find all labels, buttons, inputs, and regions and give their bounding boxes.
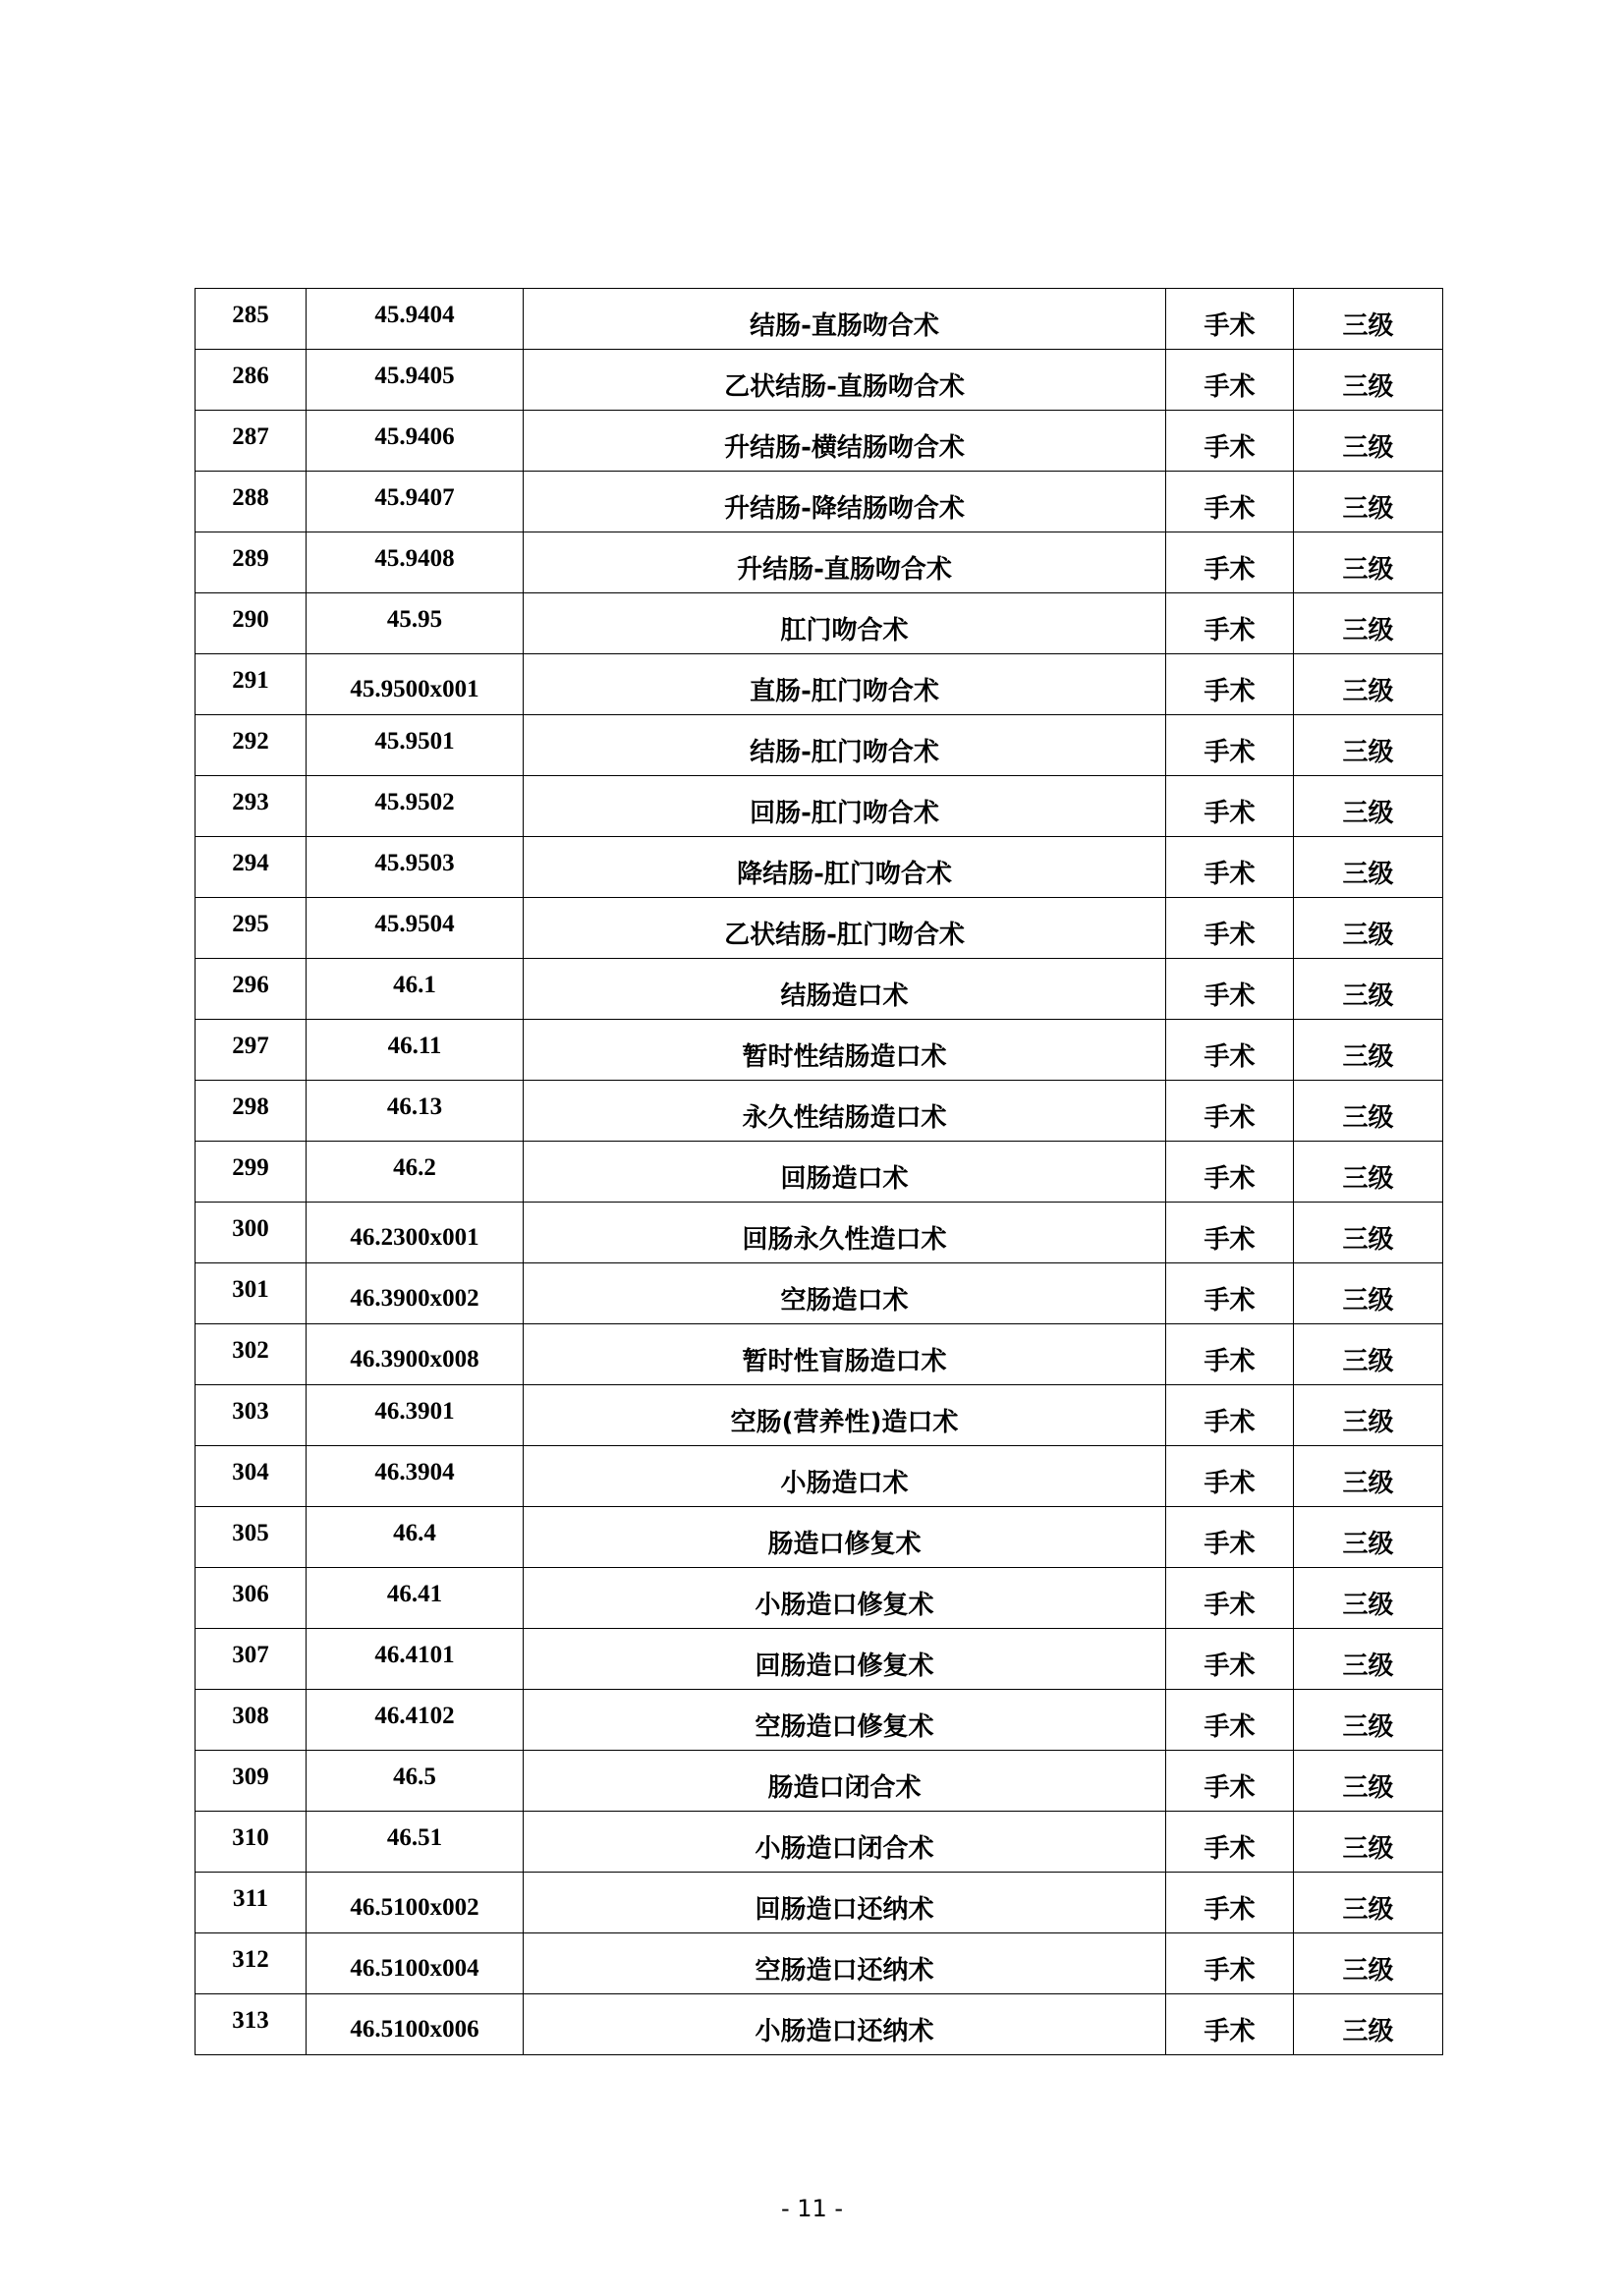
procedure-name-cell: 小肠造口修复术 bbox=[524, 1568, 1166, 1629]
level-cell: 三级 bbox=[1294, 289, 1443, 350]
procedure-code-cell: 46.51 bbox=[307, 1812, 524, 1873]
category-cell: 手术 bbox=[1166, 289, 1294, 350]
row-number-cell: 300 bbox=[196, 1203, 307, 1263]
level-cell: 三级 bbox=[1294, 898, 1443, 959]
procedure-name-cell: 回肠永久性造口术 bbox=[524, 1203, 1166, 1263]
category-cell: 手术 bbox=[1166, 1933, 1294, 1994]
level-cell: 三级 bbox=[1294, 1751, 1443, 1812]
table-row bbox=[196, 1629, 1443, 1690]
procedure-name-cell: 空肠造口修复术 bbox=[524, 1690, 1166, 1751]
table-row bbox=[196, 1263, 1443, 1324]
procedure-code-cell: 46.3900x002 bbox=[307, 1263, 524, 1324]
table-row bbox=[196, 411, 1443, 472]
row-number-cell: 309 bbox=[196, 1751, 307, 1812]
procedure-name-cell: 结肠造口术 bbox=[524, 959, 1166, 1020]
category-cell: 手术 bbox=[1166, 350, 1294, 411]
procedure-code-cell: 45.95 bbox=[307, 593, 524, 654]
procedure-code-cell: 45.9408 bbox=[307, 532, 524, 593]
category-cell: 手术 bbox=[1166, 1568, 1294, 1629]
category-cell: 手术 bbox=[1166, 654, 1294, 715]
table-row bbox=[196, 1568, 1443, 1629]
level-cell: 三级 bbox=[1294, 1142, 1443, 1203]
page-number: - 11 - bbox=[780, 2195, 844, 2222]
category-cell: 手术 bbox=[1166, 715, 1294, 776]
procedure-code-cell: 46.4101 bbox=[307, 1629, 524, 1690]
procedure-name-cell: 升结肠-降结肠吻合术 bbox=[524, 472, 1166, 532]
procedure-code-cell: 46.13 bbox=[307, 1081, 524, 1142]
row-number-cell: 313 bbox=[196, 1994, 307, 2055]
row-number-cell: 292 bbox=[196, 715, 307, 776]
procedure-name-cell: 升结肠-直肠吻合术 bbox=[524, 532, 1166, 593]
procedure-code-cell: 46.5100x004 bbox=[307, 1933, 524, 1994]
procedure-name-cell: 回肠造口修复术 bbox=[524, 1629, 1166, 1690]
procedure-name-cell: 降结肠-肛门吻合术 bbox=[524, 837, 1166, 898]
procedure-code-cell: 45.9500x001 bbox=[307, 654, 524, 715]
level-cell: 三级 bbox=[1294, 837, 1443, 898]
procedure-code-cell: 45.9501 bbox=[307, 715, 524, 776]
category-cell: 手术 bbox=[1166, 1873, 1294, 1933]
row-number-cell: 286 bbox=[196, 350, 307, 411]
table-row bbox=[196, 1081, 1443, 1142]
table-row bbox=[196, 1751, 1443, 1812]
row-number-cell: 298 bbox=[196, 1081, 307, 1142]
procedure-code-cell: 46.5 bbox=[307, 1751, 524, 1812]
table-row bbox=[196, 959, 1443, 1020]
row-number-cell: 311 bbox=[196, 1873, 307, 1933]
level-cell: 三级 bbox=[1294, 1263, 1443, 1324]
table-row bbox=[196, 1507, 1443, 1568]
category-cell: 手术 bbox=[1166, 1751, 1294, 1812]
level-cell: 三级 bbox=[1294, 1324, 1443, 1385]
table-row bbox=[196, 715, 1443, 776]
level-cell: 三级 bbox=[1294, 715, 1443, 776]
procedure-table-body bbox=[196, 289, 1443, 2055]
procedure-code-cell: 46.3900x008 bbox=[307, 1324, 524, 1385]
level-cell: 三级 bbox=[1294, 1446, 1443, 1507]
table-row bbox=[196, 1020, 1443, 1081]
procedure-code-cell: 46.3901 bbox=[307, 1385, 524, 1446]
table-row bbox=[196, 593, 1443, 654]
category-cell: 手术 bbox=[1166, 1142, 1294, 1203]
procedure-name-cell: 小肠造口还纳术 bbox=[524, 1994, 1166, 2055]
category-cell: 手术 bbox=[1166, 1263, 1294, 1324]
category-cell: 手术 bbox=[1166, 1020, 1294, 1081]
row-number-cell: 297 bbox=[196, 1020, 307, 1081]
table-row bbox=[196, 654, 1443, 715]
level-cell: 三级 bbox=[1294, 1690, 1443, 1751]
procedure-name-cell: 永久性结肠造口术 bbox=[524, 1081, 1166, 1142]
row-number-cell: 308 bbox=[196, 1690, 307, 1751]
category-cell: 手术 bbox=[1166, 837, 1294, 898]
procedure-name-cell: 结肠-肛门吻合术 bbox=[524, 715, 1166, 776]
row-number-cell: 291 bbox=[196, 654, 307, 715]
category-cell: 手术 bbox=[1166, 472, 1294, 532]
procedure-code-cell: 45.9503 bbox=[307, 837, 524, 898]
row-number-cell: 285 bbox=[196, 289, 307, 350]
level-cell: 三级 bbox=[1294, 1568, 1443, 1629]
row-number-cell: 296 bbox=[196, 959, 307, 1020]
category-cell: 手术 bbox=[1166, 1812, 1294, 1873]
table-row bbox=[196, 1324, 1443, 1385]
row-number-cell: 305 bbox=[196, 1507, 307, 1568]
level-cell: 三级 bbox=[1294, 1933, 1443, 1994]
row-number-cell: 289 bbox=[196, 532, 307, 593]
table-row bbox=[196, 776, 1443, 837]
procedure-name-cell: 升结肠-横结肠吻合术 bbox=[524, 411, 1166, 472]
table-row bbox=[196, 289, 1443, 350]
level-cell: 三级 bbox=[1294, 411, 1443, 472]
level-cell: 三级 bbox=[1294, 1203, 1443, 1263]
level-cell: 三级 bbox=[1294, 1385, 1443, 1446]
procedure-name-cell: 结肠-直肠吻合术 bbox=[524, 289, 1166, 350]
level-cell: 三级 bbox=[1294, 350, 1443, 411]
category-cell: 手术 bbox=[1166, 1994, 1294, 2055]
procedure-code-cell: 46.1 bbox=[307, 959, 524, 1020]
procedure-name-cell: 回肠造口还纳术 bbox=[524, 1873, 1166, 1933]
category-cell: 手术 bbox=[1166, 1507, 1294, 1568]
category-cell: 手术 bbox=[1166, 959, 1294, 1020]
table-row bbox=[196, 1933, 1443, 1994]
procedure-code-cell: 45.9404 bbox=[307, 289, 524, 350]
procedure-code-cell: 46.11 bbox=[307, 1020, 524, 1081]
level-cell: 三级 bbox=[1294, 1020, 1443, 1081]
procedure-name-cell: 小肠造口闭合术 bbox=[524, 1812, 1166, 1873]
level-cell: 三级 bbox=[1294, 1081, 1443, 1142]
row-number-cell: 310 bbox=[196, 1812, 307, 1873]
table-row bbox=[196, 1203, 1443, 1263]
procedure-name-cell: 乙状结肠-直肠吻合术 bbox=[524, 350, 1166, 411]
category-cell: 手术 bbox=[1166, 1629, 1294, 1690]
procedure-name-cell: 肛门吻合术 bbox=[524, 593, 1166, 654]
procedure-code-cell: 46.5100x002 bbox=[307, 1873, 524, 1933]
row-number-cell: 290 bbox=[196, 593, 307, 654]
row-number-cell: 312 bbox=[196, 1933, 307, 1994]
procedure-name-cell: 暂时性盲肠造口术 bbox=[524, 1324, 1166, 1385]
level-cell: 三级 bbox=[1294, 593, 1443, 654]
table-row bbox=[196, 1812, 1443, 1873]
row-number-cell: 304 bbox=[196, 1446, 307, 1507]
procedure-name-cell: 直肠-肛门吻合术 bbox=[524, 654, 1166, 715]
procedure-name-cell: 乙状结肠-肛门吻合术 bbox=[524, 898, 1166, 959]
level-cell: 三级 bbox=[1294, 1629, 1443, 1690]
category-cell: 手术 bbox=[1166, 1690, 1294, 1751]
level-cell: 三级 bbox=[1294, 1507, 1443, 1568]
procedure-code-cell: 45.9407 bbox=[307, 472, 524, 532]
row-number-cell: 299 bbox=[196, 1142, 307, 1203]
row-number-cell: 302 bbox=[196, 1324, 307, 1385]
table-row bbox=[196, 1142, 1443, 1203]
category-cell: 手术 bbox=[1166, 1081, 1294, 1142]
row-number-cell: 306 bbox=[196, 1568, 307, 1629]
procedure-name-cell: 空肠造口还纳术 bbox=[524, 1933, 1166, 1994]
row-number-cell: 287 bbox=[196, 411, 307, 472]
table-row bbox=[196, 898, 1443, 959]
procedure-code-cell: 45.9504 bbox=[307, 898, 524, 959]
category-cell: 手术 bbox=[1166, 898, 1294, 959]
category-cell: 手术 bbox=[1166, 776, 1294, 837]
procedure-name-cell: 肠造口修复术 bbox=[524, 1507, 1166, 1568]
category-cell: 手术 bbox=[1166, 1446, 1294, 1507]
procedure-code-cell: 46.4102 bbox=[307, 1690, 524, 1751]
table-row bbox=[196, 837, 1443, 898]
category-cell: 手术 bbox=[1166, 1324, 1294, 1385]
category-cell: 手术 bbox=[1166, 593, 1294, 654]
procedure-name-cell: 回肠-肛门吻合术 bbox=[524, 776, 1166, 837]
procedure-code-cell: 45.9502 bbox=[307, 776, 524, 837]
procedure-code-cell: 45.9405 bbox=[307, 350, 524, 411]
procedure-name-cell: 小肠造口术 bbox=[524, 1446, 1166, 1507]
category-cell: 手术 bbox=[1166, 1203, 1294, 1263]
table-row bbox=[196, 532, 1443, 593]
table-row bbox=[196, 1690, 1443, 1751]
table-row bbox=[196, 472, 1443, 532]
category-cell: 手术 bbox=[1166, 411, 1294, 472]
procedure-name-cell: 暂时性结肠造口术 bbox=[524, 1020, 1166, 1081]
procedure-code-cell: 46.2 bbox=[307, 1142, 524, 1203]
row-number-cell: 294 bbox=[196, 837, 307, 898]
procedure-code-cell: 46.41 bbox=[307, 1568, 524, 1629]
level-cell: 三级 bbox=[1294, 532, 1443, 593]
row-number-cell: 301 bbox=[196, 1263, 307, 1324]
row-number-cell: 307 bbox=[196, 1629, 307, 1690]
procedure-code-cell: 46.2300x001 bbox=[307, 1203, 524, 1263]
level-cell: 三级 bbox=[1294, 472, 1443, 532]
level-cell: 三级 bbox=[1294, 1994, 1443, 2055]
row-number-cell: 288 bbox=[196, 472, 307, 532]
procedure-code-cell: 45.9406 bbox=[307, 411, 524, 472]
procedure-name-cell: 回肠造口术 bbox=[524, 1142, 1166, 1203]
category-cell: 手术 bbox=[1166, 532, 1294, 593]
level-cell: 三级 bbox=[1294, 1812, 1443, 1873]
category-cell: 手术 bbox=[1166, 1385, 1294, 1446]
table-row bbox=[196, 1385, 1443, 1446]
table-row bbox=[196, 1873, 1443, 1933]
level-cell: 三级 bbox=[1294, 1873, 1443, 1933]
procedure-code-cell: 46.4 bbox=[307, 1507, 524, 1568]
table-row bbox=[196, 1446, 1443, 1507]
procedure-code-cell: 46.5100x006 bbox=[307, 1994, 524, 2055]
procedure-name-cell: 空肠造口术 bbox=[524, 1263, 1166, 1324]
level-cell: 三级 bbox=[1294, 776, 1443, 837]
row-number-cell: 293 bbox=[196, 776, 307, 837]
table-row bbox=[196, 350, 1443, 411]
procedure-name-cell: 肠造口闭合术 bbox=[524, 1751, 1166, 1812]
level-cell: 三级 bbox=[1294, 959, 1443, 1020]
procedure-table bbox=[195, 288, 1443, 2055]
row-number-cell: 295 bbox=[196, 898, 307, 959]
row-number-cell: 303 bbox=[196, 1385, 307, 1446]
procedure-name-cell: 空肠(营养性)造口术 bbox=[524, 1385, 1166, 1446]
level-cell: 三级 bbox=[1294, 654, 1443, 715]
table-row bbox=[196, 1994, 1443, 2055]
procedure-code-cell: 46.3904 bbox=[307, 1446, 524, 1507]
